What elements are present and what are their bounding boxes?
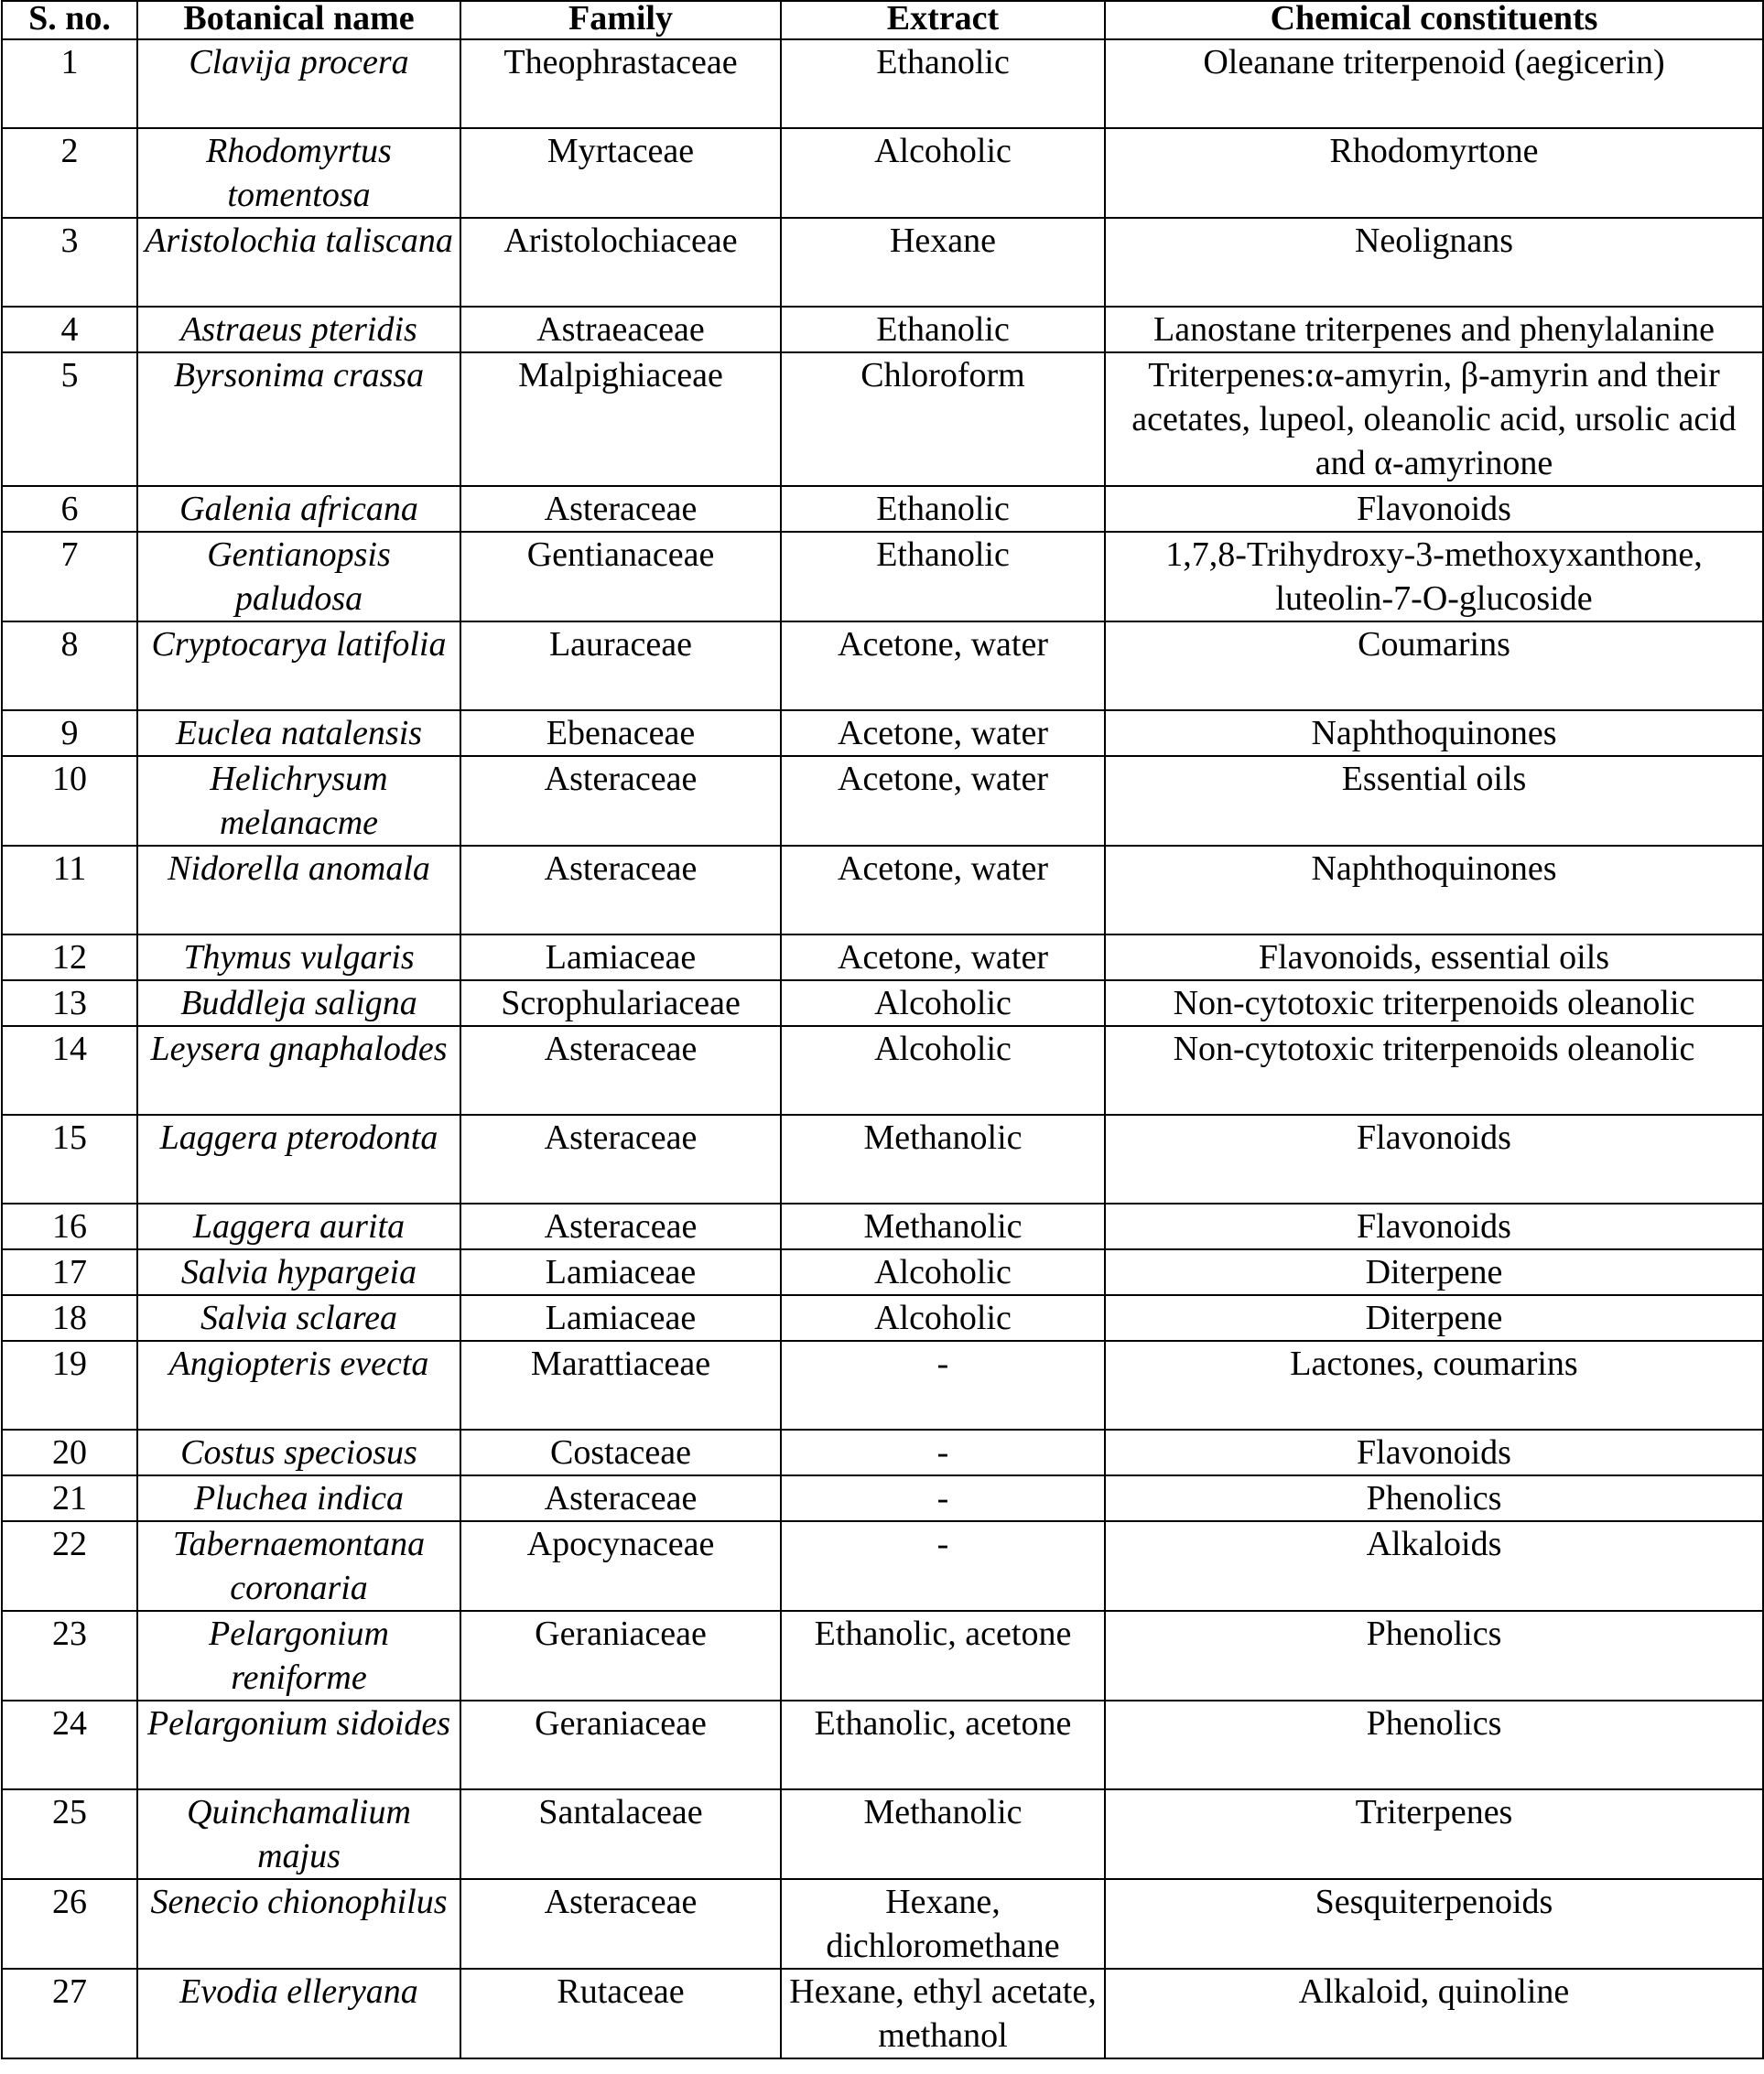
cell-sno: 3 [2, 218, 137, 307]
cell-extract: Alcoholic [781, 128, 1105, 218]
cell-extract: - [781, 1430, 1105, 1475]
table-row [2, 934, 1763, 980]
table-row [2, 1295, 1763, 1341]
cell-family: Asteraceae [460, 486, 781, 532]
cell-chemical-constituents: Naphthoquinones [1105, 846, 1763, 934]
table-row [2, 352, 1763, 486]
cell-sno: 8 [2, 621, 137, 710]
cell-family: Marattiaceae [460, 1341, 781, 1430]
table-row [2, 486, 1763, 532]
table-row [2, 980, 1763, 1026]
cell-chemical-constituents: Oleanane triterpenoid (aegicerin) [1105, 39, 1763, 128]
cell-botanical-name: Pelargonium reniforme [137, 1611, 460, 1701]
cell-family: Asteraceae [460, 846, 781, 934]
cell-sno: 6 [2, 486, 137, 532]
cell-extract: Acetone, water [781, 710, 1105, 756]
cell-sno: 9 [2, 710, 137, 756]
cell-botanical-name: Salvia sclarea [137, 1295, 460, 1341]
cell-chemical-constituents: Alkaloids [1105, 1521, 1763, 1611]
cell-extract: Chloroform [781, 352, 1105, 486]
cell-chemical-constituents: Lanostane triterpenes and phenylalanine [1105, 307, 1763, 352]
cell-botanical-name: Pelargonium sidoides [137, 1701, 460, 1789]
cell-botanical-name: Salvia hypargeia [137, 1249, 460, 1295]
table-row [2, 1430, 1763, 1475]
cell-extract: Ethanolic [781, 39, 1105, 128]
table-row [2, 1115, 1763, 1204]
cell-extract: Ethanolic [781, 307, 1105, 352]
cell-family: Costaceae [460, 1430, 781, 1475]
table-header [2, 1, 1763, 39]
cell-chemical-constituents: Naphthoquinones [1105, 710, 1763, 756]
plant-constituents-table [1, 0, 1764, 2059]
cell-extract: Methanolic [781, 1204, 1105, 1249]
table-row [2, 1249, 1763, 1295]
cell-extract: Alcoholic [781, 1295, 1105, 1341]
cell-family: Myrtaceae [460, 128, 781, 218]
cell-extract: Methanolic [781, 1115, 1105, 1204]
cell-family: Lamiaceae [460, 1249, 781, 1295]
cell-sno: 14 [2, 1026, 137, 1115]
cell-chemical-constituents: Lactones, coumarins [1105, 1341, 1763, 1430]
cell-botanical-name: Tabernaemontana coronaria [137, 1521, 460, 1611]
cell-botanical-name: Nidorella anomala [137, 846, 460, 934]
header-sno: S. no. [2, 1, 137, 39]
cell-botanical-name: Senecio chionophilus [137, 1879, 460, 1969]
table-row [2, 1026, 1763, 1115]
cell-botanical-name: Laggera aurita [137, 1204, 460, 1249]
table-body [2, 39, 1763, 2058]
cell-chemical-constituents: Non-cytotoxic triterpenoids oleanolic [1105, 980, 1763, 1026]
cell-botanical-name: Aristolochia taliscana [137, 218, 460, 307]
cell-family: Theophrastaceae [460, 39, 781, 128]
cell-botanical-name: Gentianopsis paludosa [137, 532, 460, 621]
cell-family: Asteraceae [460, 756, 781, 846]
cell-chemical-constituents: Neolignans [1105, 218, 1763, 307]
cell-botanical-name: Evodia elleryana [137, 1969, 460, 2058]
cell-extract: - [781, 1521, 1105, 1611]
cell-botanical-name: Laggera pterodonta [137, 1115, 460, 1204]
cell-chemical-constituents: Sesquiterpenoids [1105, 1879, 1763, 1969]
cell-family: Asteraceae [460, 1204, 781, 1249]
cell-sno: 22 [2, 1521, 137, 1611]
cell-family: Aristolochiaceae [460, 218, 781, 307]
cell-extract: Alcoholic [781, 980, 1105, 1026]
cell-sno: 24 [2, 1701, 137, 1789]
cell-chemical-constituents: Non-cytotoxic triterpenoids oleanolic [1105, 1026, 1763, 1115]
cell-sno: 13 [2, 980, 137, 1026]
cell-chemical-constituents: Flavonoids [1105, 486, 1763, 532]
cell-botanical-name: Angiopteris evecta [137, 1341, 460, 1430]
table-row [2, 1969, 1763, 2058]
cell-chemical-constituents: Flavonoids [1105, 1204, 1763, 1249]
cell-family: Rutaceae [460, 1969, 781, 2058]
cell-chemical-constituents: Essential oils [1105, 756, 1763, 846]
table-row [2, 1789, 1763, 1879]
cell-botanical-name: Byrsonima crassa [137, 352, 460, 486]
table-row [2, 710, 1763, 756]
cell-family: Lauraceae [460, 621, 781, 710]
cell-extract: Alcoholic [781, 1026, 1105, 1115]
cell-sno: 23 [2, 1611, 137, 1701]
cell-family: Malpighiaceae [460, 352, 781, 486]
cell-sno: 2 [2, 128, 137, 218]
cell-chemical-constituents: Coumarins [1105, 621, 1763, 710]
cell-sno: 17 [2, 1249, 137, 1295]
cell-sno: 26 [2, 1879, 137, 1969]
table-row [2, 307, 1763, 352]
table-row [2, 1701, 1763, 1789]
cell-chemical-constituents: Phenolics [1105, 1701, 1763, 1789]
cell-sno: 12 [2, 934, 137, 980]
cell-extract: Hexane, dichloromethane [781, 1879, 1105, 1969]
table-row [2, 39, 1763, 128]
cell-chemical-constituents: Alkaloid, quinoline [1105, 1969, 1763, 2058]
table-row [2, 128, 1763, 218]
cell-sno: 19 [2, 1341, 137, 1430]
table-row [2, 1204, 1763, 1249]
cell-sno: 5 [2, 352, 137, 486]
header-family: Family [460, 1, 781, 39]
table-row [2, 621, 1763, 710]
cell-sno: 10 [2, 756, 137, 846]
cell-botanical-name: Buddleja saligna [137, 980, 460, 1026]
cell-botanical-name: Leysera gnaphalodes [137, 1026, 460, 1115]
cell-family: Asteraceae [460, 1879, 781, 1969]
cell-botanical-name: Clavija procera [137, 39, 460, 128]
table-row [2, 1475, 1763, 1521]
cell-botanical-name: Rhodomyrtus tomentosa [137, 128, 460, 218]
table-row [2, 756, 1763, 846]
cell-botanical-name: Quinchamalium majus [137, 1789, 460, 1879]
cell-extract: Ethanolic, acetone [781, 1611, 1105, 1701]
cell-sno: 1 [2, 39, 137, 128]
cell-extract: Methanolic [781, 1789, 1105, 1879]
cell-extract: - [781, 1475, 1105, 1521]
cell-sno: 18 [2, 1295, 137, 1341]
cell-extract: Acetone, water [781, 846, 1105, 934]
table-row [2, 218, 1763, 307]
cell-sno: 21 [2, 1475, 137, 1521]
table-row [2, 846, 1763, 934]
cell-family: Geraniaceae [460, 1701, 781, 1789]
cell-sno: 27 [2, 1969, 137, 2058]
cell-family: Apocynaceae [460, 1521, 781, 1611]
cell-family: Lamiaceae [460, 934, 781, 980]
cell-chemical-constituents: Triterpenes:α-amyrin, β-amyrin and their acetates, lupeol, oleanolic acid, ursolic acid and α-amyrinone [1105, 352, 1763, 486]
cell-botanical-name: Cryptocarya latifolia [137, 621, 460, 710]
cell-extract: Ethanolic, acetone [781, 1701, 1105, 1789]
cell-sno: 15 [2, 1115, 137, 1204]
table-row [2, 1611, 1763, 1701]
cell-family: Asteraceae [460, 1026, 781, 1115]
cell-chemical-constituents: Phenolics [1105, 1611, 1763, 1701]
cell-chemical-constituents: Flavonoids [1105, 1115, 1763, 1204]
table-row [2, 1521, 1763, 1611]
cell-chemical-constituents: Rhodomyrtone [1105, 128, 1763, 218]
cell-extract: Acetone, water [781, 756, 1105, 846]
cell-chemical-constituents: Diterpene [1105, 1295, 1763, 1341]
cell-family: Ebenaceae [460, 710, 781, 756]
cell-extract: Hexane, ethyl acetate, methanol [781, 1969, 1105, 2058]
cell-sno: 25 [2, 1789, 137, 1879]
cell-extract: Alcoholic [781, 1249, 1105, 1295]
cell-chemical-constituents: Flavonoids [1105, 1430, 1763, 1475]
cell-sno: 11 [2, 846, 137, 934]
cell-family: Asteraceae [460, 1115, 781, 1204]
header-chemical-constituents: Chemical constituents [1105, 1, 1763, 39]
cell-family: Santalaceae [460, 1789, 781, 1879]
cell-sno: 20 [2, 1430, 137, 1475]
header-botanical-name: Botanical name [137, 1, 460, 39]
cell-extract: Ethanolic [781, 486, 1105, 532]
cell-extract: - [781, 1341, 1105, 1430]
cell-family: Astraeaceae [460, 307, 781, 352]
cell-botanical-name: Astraeus pteridis [137, 307, 460, 352]
cell-botanical-name: Galenia africana [137, 486, 460, 532]
cell-botanical-name: Euclea natalensis [137, 710, 460, 756]
cell-chemical-constituents: Flavonoids, essential oils [1105, 934, 1763, 980]
cell-botanical-name: Thymus vulgaris [137, 934, 460, 980]
table-row [2, 532, 1763, 621]
table-row [2, 1879, 1763, 1969]
cell-sno: 16 [2, 1204, 137, 1249]
cell-family: Geraniaceae [460, 1611, 781, 1701]
cell-chemical-constituents: Phenolics [1105, 1475, 1763, 1521]
cell-botanical-name: Pluchea indica [137, 1475, 460, 1521]
cell-family: Asteraceae [460, 1475, 781, 1521]
cell-botanical-name: Helichrysum melanacme [137, 756, 460, 846]
cell-extract: Ethanolic [781, 532, 1105, 621]
cell-botanical-name: Costus speciosus [137, 1430, 460, 1475]
cell-extract: Acetone, water [781, 934, 1105, 980]
cell-extract: Acetone, water [781, 621, 1105, 710]
table-row [2, 1341, 1763, 1430]
cell-sno: 4 [2, 307, 137, 352]
header-extract: Extract [781, 1, 1105, 39]
cell-family: Gentianaceae [460, 532, 781, 621]
cell-chemical-constituents: 1,7,8-Trihydroxy-3-methoxyxanthone, luteolin-7-O-glucoside [1105, 532, 1763, 621]
cell-sno: 7 [2, 532, 137, 621]
cell-family: Scrophulariaceae [460, 980, 781, 1026]
header-row [2, 1, 1763, 39]
cell-family: Lamiaceae [460, 1295, 781, 1341]
cell-chemical-constituents: Triterpenes [1105, 1789, 1763, 1879]
cell-chemical-constituents: Diterpene [1105, 1249, 1763, 1295]
cell-extract: Hexane [781, 218, 1105, 307]
